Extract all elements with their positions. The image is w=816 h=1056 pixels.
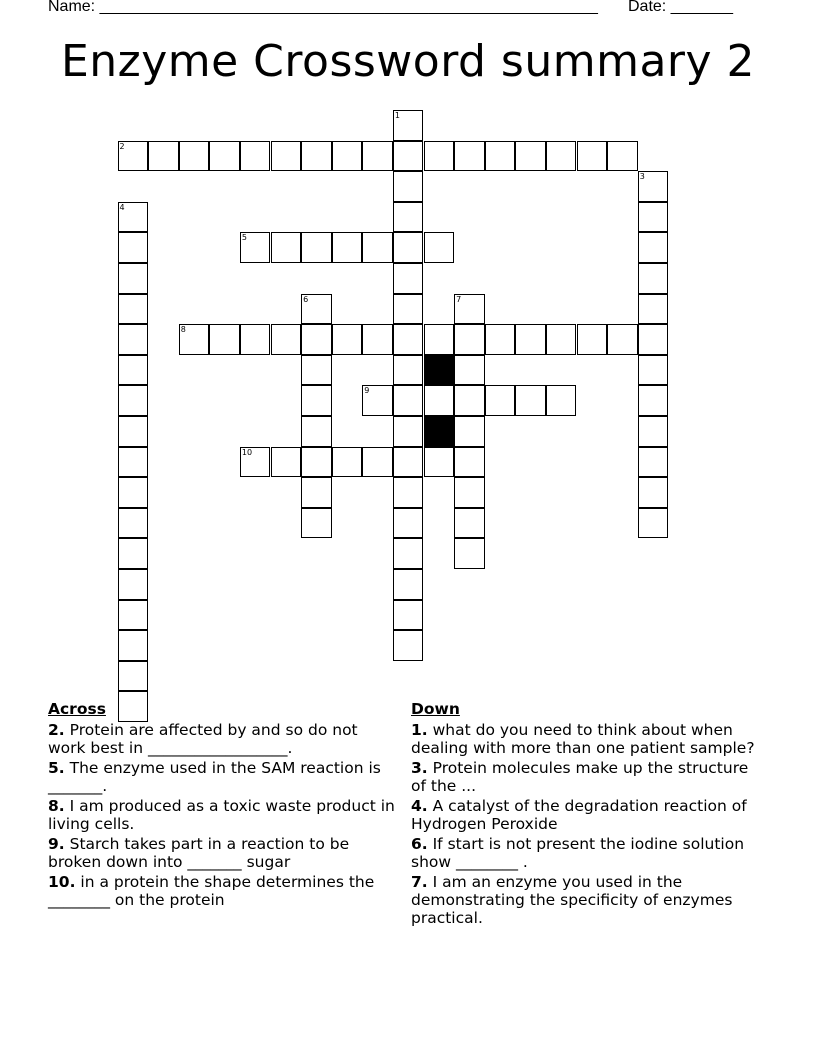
- crossword-cell[interactable]: [118, 447, 149, 478]
- crossword-cell[interactable]: [240, 232, 271, 263]
- clue-across-9: [48, 835, 400, 871]
- crossword-cell[interactable]: [515, 385, 546, 416]
- across-heading: Across: [48, 700, 106, 718]
- crossword-cell[interactable]: [118, 324, 149, 355]
- clue-down-6: [411, 835, 761, 871]
- crossword-cell[interactable]: [638, 355, 669, 386]
- crossword-cell[interactable]: [118, 232, 149, 263]
- clue-text: A catalyst of the degradation reaction of Hydrogen Peroxide: [411, 797, 747, 833]
- crossword-cell[interactable]: [638, 324, 669, 355]
- clue-number: 8.: [48, 797, 65, 815]
- clue-text: If start is not present the iodine solution show ________ .: [411, 835, 745, 871]
- clue-number: 7.: [411, 873, 428, 891]
- crossword-cell[interactable]: [577, 324, 608, 355]
- crossword-cell[interactable]: [301, 477, 332, 508]
- clue-down-1: [411, 721, 761, 757]
- crossword-cell[interactable]: [546, 385, 577, 416]
- crossword-cell[interactable]: [301, 324, 332, 355]
- crossword-cell[interactable]: [118, 294, 149, 325]
- crossword-cell[interactable]: [638, 294, 669, 325]
- crossword-cell[interactable]: [393, 385, 424, 416]
- crossword-cell[interactable]: [607, 141, 638, 172]
- clue-down-4: [411, 797, 761, 833]
- crossword-cell[interactable]: [454, 447, 485, 478]
- crossword-cell[interactable]: [424, 447, 455, 478]
- crossword-cell[interactable]: [179, 324, 210, 355]
- crossword-cell[interactable]: [271, 232, 302, 263]
- crossword-cell[interactable]: [393, 141, 424, 172]
- crossword-cell[interactable]: [393, 171, 424, 202]
- crossword-cell[interactable]: [240, 447, 271, 478]
- clue-number: 3.: [411, 759, 428, 777]
- cell-number: 1: [394, 111, 400, 120]
- clue-number: 1.: [411, 721, 428, 739]
- crossword-cell[interactable]: [118, 355, 149, 386]
- crossword-cell[interactable]: [515, 324, 546, 355]
- crossword-cell[interactable]: [332, 324, 363, 355]
- crossword-cell[interactable]: [638, 508, 669, 539]
- crossword-cell[interactable]: [301, 141, 332, 172]
- crossword-cell[interactable]: [362, 141, 393, 172]
- clue-across-8: [48, 797, 400, 833]
- crossword-cell[interactable]: [546, 324, 577, 355]
- down-heading: Down: [411, 700, 460, 718]
- crossword-cell[interactable]: [118, 538, 149, 569]
- crossword-cell[interactable]: [454, 355, 485, 386]
- crossword-cell[interactable]: [393, 630, 424, 661]
- crossword-cell[interactable]: [638, 263, 669, 294]
- crossword-cell[interactable]: [362, 324, 393, 355]
- crossword-cell[interactable]: [118, 202, 149, 233]
- crossword-cell[interactable]: [271, 141, 302, 172]
- crossword-cell[interactable]: [301, 416, 332, 447]
- crossword-cell[interactable]: [118, 141, 149, 172]
- clue-number: 5.: [48, 759, 65, 777]
- crossword-cell[interactable]: [515, 141, 546, 172]
- crossword-cell[interactable]: [240, 324, 271, 355]
- crossword-cell[interactable]: [454, 538, 485, 569]
- crossword-cell[interactable]: [393, 600, 424, 631]
- crossword-cell[interactable]: [393, 232, 424, 263]
- clue-number: 4.: [411, 797, 428, 815]
- crossword-cell[interactable]: [638, 202, 669, 233]
- clue-number: 9.: [48, 835, 65, 853]
- crossword-cell[interactable]: [638, 232, 669, 263]
- crossword-cell[interactable]: [362, 385, 393, 416]
- cell-number: 8: [180, 325, 186, 335]
- crossword-cell[interactable]: [332, 232, 363, 263]
- crossword-cell[interactable]: [546, 141, 577, 172]
- crossword-cell[interactable]: [454, 294, 485, 325]
- page-title: Enzyme Crossword summary 2: [60, 36, 756, 87]
- across-clues: [48, 700, 400, 911]
- crossword-cell[interactable]: [118, 263, 149, 294]
- crossword-cell[interactable]: [118, 508, 149, 539]
- clue-down-7: [411, 873, 761, 927]
- cell-number: 9: [364, 386, 370, 396]
- crossword-cell[interactable]: [393, 324, 424, 355]
- crossword-cell[interactable]: [393, 416, 424, 447]
- cell-number: 2: [119, 141, 125, 151]
- crossword-cell[interactable]: [118, 630, 149, 661]
- name-field-label[interactable]: Name: ________________________________________________________: [48, 0, 598, 15]
- clue-number: 6.: [411, 835, 428, 853]
- clue-text: Protein are affected by and so do not work best in __________________.: [48, 721, 358, 757]
- crossword-cell[interactable]: [332, 141, 363, 172]
- black-square: [424, 416, 455, 447]
- crossword-cell[interactable]: [638, 447, 669, 478]
- crossword-cell[interactable]: [485, 141, 516, 172]
- crossword-cell[interactable]: [454, 324, 485, 355]
- crossword-cell[interactable]: [209, 324, 240, 355]
- crossword-cell[interactable]: [577, 141, 608, 172]
- clue-text: The enzyme used in the SAM reaction is _______.: [48, 759, 381, 795]
- crossword-cell[interactable]: [393, 538, 424, 569]
- crossword-cell[interactable]: [118, 385, 149, 416]
- crossword-cell[interactable]: [240, 141, 271, 172]
- clue-down-3: [411, 759, 761, 795]
- crossword-cell[interactable]: [118, 569, 149, 600]
- crossword-cell[interactable]: [638, 416, 669, 447]
- crossword-cell[interactable]: [454, 141, 485, 172]
- clue-number: 10.: [48, 873, 76, 891]
- crossword-cell[interactable]: [393, 569, 424, 600]
- crossword-cell[interactable]: [301, 385, 332, 416]
- crossword-cell[interactable]: [454, 385, 485, 416]
- crossword-cell[interactable]: [118, 600, 149, 631]
- crossword-cell[interactable]: [424, 232, 455, 263]
- crossword-cell[interactable]: [301, 508, 332, 539]
- crossword-cell[interactable]: [301, 294, 332, 325]
- crossword-cell[interactable]: [454, 508, 485, 539]
- crossword-cell[interactable]: [148, 141, 179, 172]
- crossword-cell[interactable]: [209, 141, 240, 172]
- cell-number: 3: [639, 172, 645, 182]
- cell-number: 7: [456, 294, 462, 304]
- crossword-cell[interactable]: [362, 447, 393, 478]
- crossword-cell[interactable]: [362, 232, 393, 263]
- clue-text: I am produced as a toxic waste product in living cells.: [48, 797, 395, 833]
- crossword-cell[interactable]: [393, 508, 424, 539]
- cell-number: 10: [241, 447, 253, 457]
- clue-across-10: [48, 873, 400, 909]
- crossword-cell[interactable]: [301, 232, 332, 263]
- crossword-cell[interactable]: [301, 447, 332, 478]
- cell-number: 5: [241, 233, 247, 243]
- crossword-cell[interactable]: [332, 447, 363, 478]
- cell-number: 6: [303, 294, 309, 304]
- crossword-cell[interactable]: [393, 202, 424, 233]
- cell-number: 4: [119, 202, 125, 212]
- crossword-cell[interactable]: [393, 294, 424, 325]
- crossword-cell[interactable]: [393, 355, 424, 386]
- clue-text: what do you need to think about when dealing with more than one patient sample?: [411, 721, 755, 757]
- date-field-label[interactable]: Date: _______: [628, 0, 733, 15]
- clue-text: in a protein the shape determines the ________ on the protein: [48, 873, 375, 909]
- clue-text: Starch takes part in a reaction to be broken down into _______ sugar: [48, 835, 350, 871]
- crossword-cell[interactable]: [638, 171, 669, 202]
- down-clues: [411, 700, 761, 929]
- crossword-cell[interactable]: [393, 447, 424, 478]
- clue-text: I am an enzyme you used in the demonstrating the specificity of enzymes practical.: [411, 873, 733, 927]
- clue-text: Protein molecules make up the structure of the ...: [411, 759, 749, 795]
- crossword-cell[interactable]: [638, 477, 669, 508]
- crossword-cell[interactable]: [454, 477, 485, 508]
- crossword-cell[interactable]: [485, 385, 516, 416]
- crossword-cell[interactable]: [638, 385, 669, 416]
- crossword-cell[interactable]: [424, 324, 455, 355]
- clue-across-5: [48, 759, 400, 795]
- crossword-cell[interactable]: [424, 385, 455, 416]
- crossword-cell[interactable]: [424, 141, 455, 172]
- crossword-cell[interactable]: [118, 477, 149, 508]
- crossword-cell[interactable]: [271, 324, 302, 355]
- crossword-cell[interactable]: [454, 416, 485, 447]
- crossword-cell[interactable]: [607, 324, 638, 355]
- crossword-cell[interactable]: [179, 141, 210, 172]
- black-square: [424, 355, 455, 386]
- crossword-cell[interactable]: [118, 661, 149, 692]
- crossword-cell[interactable]: [393, 263, 424, 294]
- crossword-cell[interactable]: [393, 110, 424, 141]
- clue-across-2: [48, 721, 400, 757]
- crossword-cell[interactable]: [393, 477, 424, 508]
- crossword-cell[interactable]: [271, 447, 302, 478]
- crossword-cell[interactable]: [485, 324, 516, 355]
- clue-number: 2.: [48, 721, 65, 739]
- crossword-cell[interactable]: [301, 355, 332, 386]
- crossword-cell[interactable]: [118, 416, 149, 447]
